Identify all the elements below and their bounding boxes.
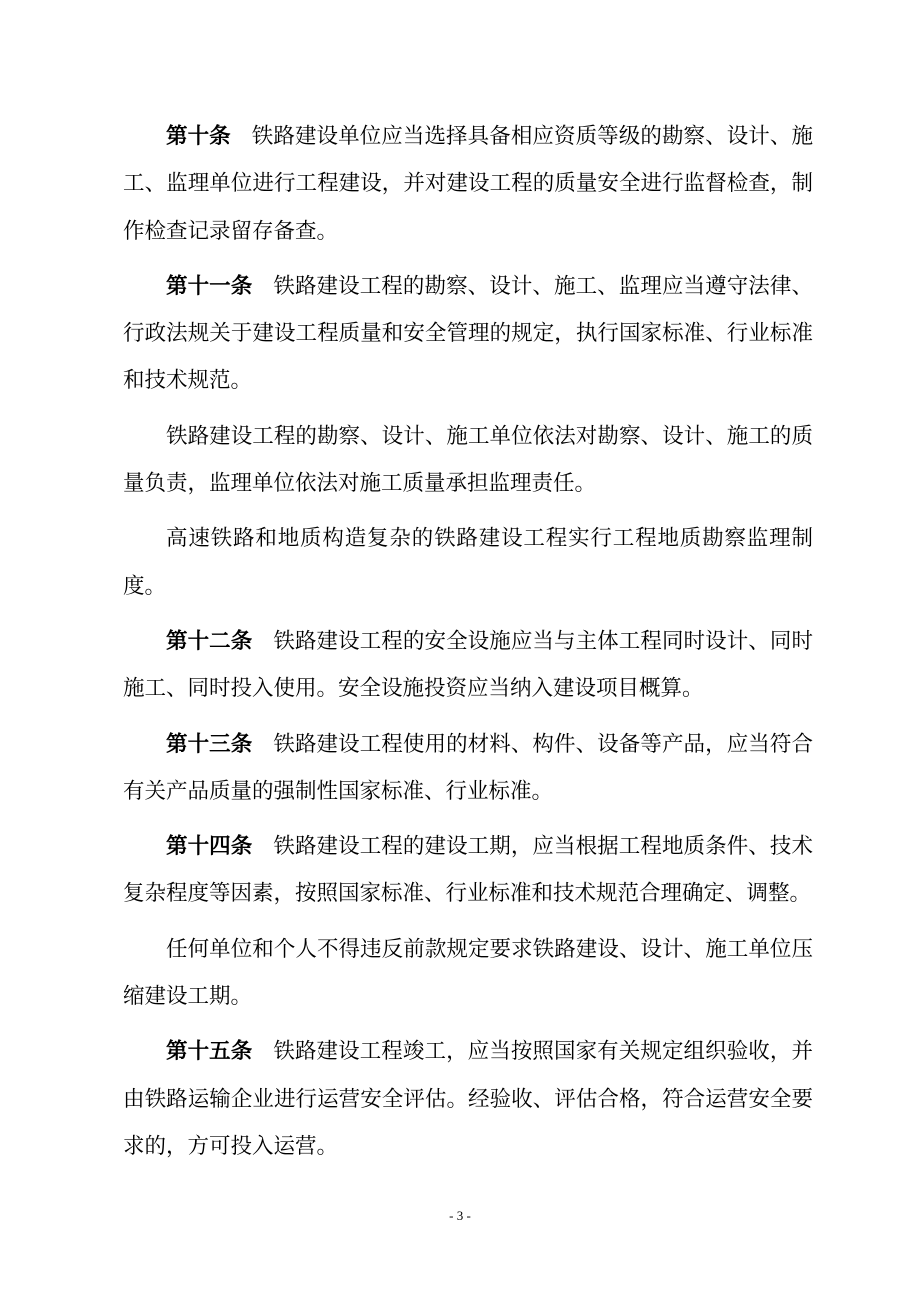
- paragraph-article-12: [123, 618, 813, 713]
- article-text: 铁路建设工程的勘察、设计、施工、监理应当遵守法律、行政法规关于建设工程质量和安全管理的规定，执行国家标准、行业标准和技术规范。: [123, 273, 813, 394]
- article-number: 第十五条: [166, 1039, 253, 1065]
- paragraph-article-11: [123, 263, 813, 405]
- article-number: 第十二条: [166, 628, 253, 654]
- article-number: 第十四条: [166, 834, 253, 860]
- article-text: 铁路建设工程竣工，应当按照国家有关规定组织验收，并由铁路运输企业进行运营安全评估。经验收、评估合格，符合运营安全要求的，方可投入运营。: [123, 1039, 813, 1159]
- article-text: 铁路建设工程的安全设施应当与主体工程同时设计、同时施工、同时投入使用。安全设施投资应当纳入建设项目概算。: [123, 628, 813, 702]
- paragraph-article-11-clause-2: [123, 413, 813, 508]
- clause-text: 铁路建设工程的勘察、设计、施工单位依法对勘察、设计、施工的质量负责，监理单位依法对施工质量承担监理责任。: [123, 423, 813, 497]
- paragraph-article-14-clause-2: [123, 926, 813, 1021]
- paragraph-article-11-clause-3: [123, 515, 813, 610]
- document-body: [123, 113, 813, 1178]
- article-text: 铁路建设单位应当选择具备相应资质等级的勘察、设计、施工、监理单位进行工程建设，并对建设工程的质量安全进行监督检查，制作检查记录留存备查。: [123, 124, 813, 244]
- article-number: 第十三条: [166, 731, 253, 757]
- article-text: 铁路建设工程使用的材料、构件、设备等产品，应当符合有关产品质量的强制性国家标准、行业标准。: [123, 731, 813, 804]
- article-number: 第十一条: [166, 273, 253, 299]
- article-text: 铁路建设工程的建设工期，应当根据工程地质条件、技术复杂程度等因素，按照国家标准、行业标准和技术规范合理确定、调整。: [123, 834, 813, 907]
- article-number: 第十条: [166, 124, 231, 149]
- paragraph-article-15: [123, 1028, 813, 1170]
- paragraph-article-13: [123, 721, 813, 816]
- clause-text: 任何单位和个人不得违反前款规定要求铁路建设、设计、施工单位压缩建设工期。: [123, 936, 813, 1010]
- page-number: - 3 -: [449, 1208, 471, 1223]
- paragraph-article-14: [123, 823, 813, 918]
- paragraph-article-10: [123, 113, 813, 255]
- clause-text: 高速铁路和地质构造复杂的铁路建设工程实行工程地质勘察监理制度。: [123, 526, 813, 599]
